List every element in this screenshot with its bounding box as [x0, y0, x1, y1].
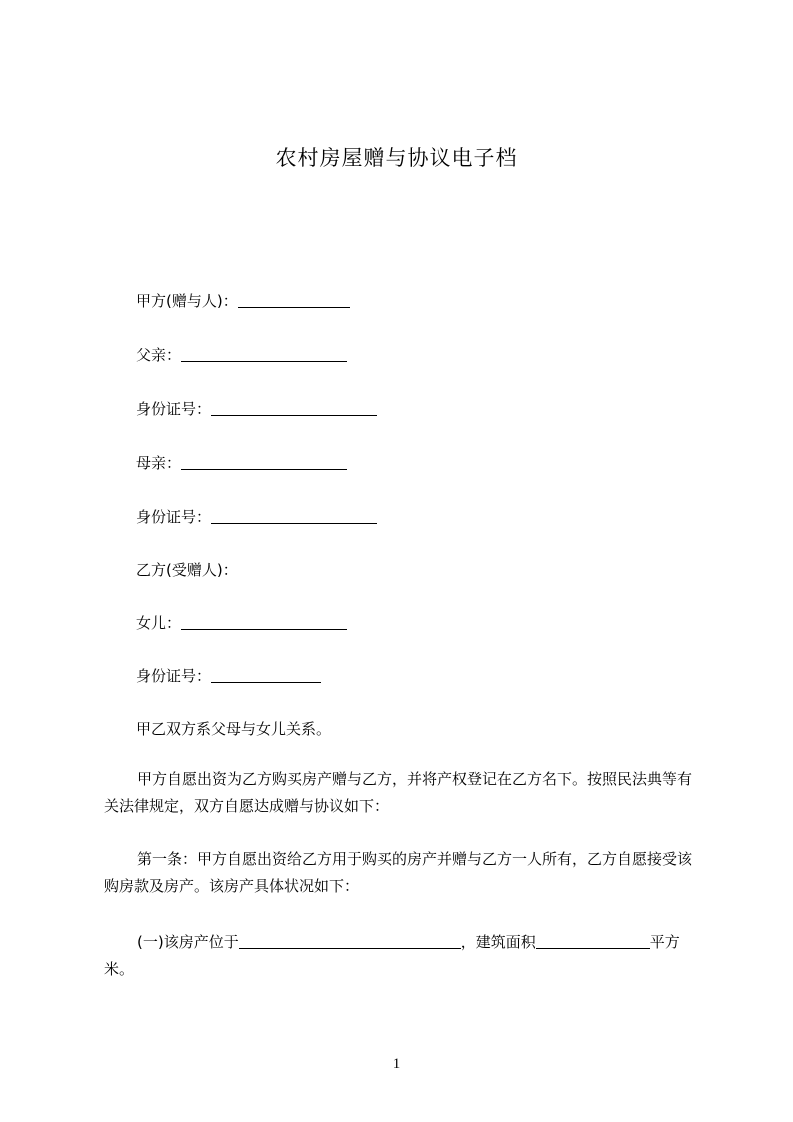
article-1-text: 第一条：甲方自愿出资给乙方用于购买的房产并赠与乙方一人所有，乙方自愿接受该购房款及房产。该房产具体状况如下：: [104, 850, 693, 895]
daughter-blank[interactable]: [181, 615, 347, 630]
item-1-paragraph: [104, 929, 704, 983]
item-1-middle: ，建筑面积: [460, 933, 536, 951]
item-1-prefix: (一)该房产位于: [137, 933, 239, 951]
party-b-line: [136, 559, 238, 580]
intro-text: 甲方自愿出资为乙方购买房产赠与乙方，并将产权登记在乙方名下。按照民法典等有关法律规定，双方自愿达成赠与协议如下：: [104, 770, 693, 815]
father-label: 父亲：: [136, 346, 182, 364]
mother-blank[interactable]: [181, 455, 347, 470]
father-id-blank[interactable]: [211, 401, 377, 416]
area-blank[interactable]: [536, 934, 650, 949]
intro-paragraph: [104, 766, 704, 820]
daughter-id-blank[interactable]: [211, 668, 321, 683]
relation-line: 甲乙双方系父母与女儿关系。: [136, 720, 332, 738]
mother-id-blank[interactable]: [211, 509, 377, 524]
mother-label: 母亲：: [136, 454, 182, 472]
father-blank[interactable]: [181, 347, 347, 362]
location-blank[interactable]: [239, 934, 461, 949]
mother-line: [136, 452, 347, 473]
father-id-line: [136, 398, 377, 419]
mother-id-label: 身份证号：: [136, 508, 212, 526]
daughter-id-label: 身份证号：: [136, 667, 212, 685]
page-number: 1: [392, 1056, 401, 1072]
party-b-label: 乙方(受赠人)：: [136, 561, 238, 579]
party-a-blank[interactable]: [238, 293, 350, 308]
article-1-paragraph: [104, 846, 704, 900]
daughter-id-line: [136, 665, 321, 686]
father-id-label: 身份证号：: [136, 400, 212, 418]
item-1-suffix-2: 米。: [104, 960, 135, 978]
father-line: [136, 344, 347, 365]
mother-id-line: [136, 506, 377, 527]
document-title: 农村房屋赠与协议电子档: [275, 146, 518, 170]
party-a-label: 甲方(赠与人)：: [136, 292, 238, 310]
item-1-suffix: 平方: [649, 933, 680, 951]
daughter-line: [136, 612, 347, 633]
daughter-label: 女儿：: [136, 614, 182, 632]
party-a-line: [136, 290, 350, 311]
